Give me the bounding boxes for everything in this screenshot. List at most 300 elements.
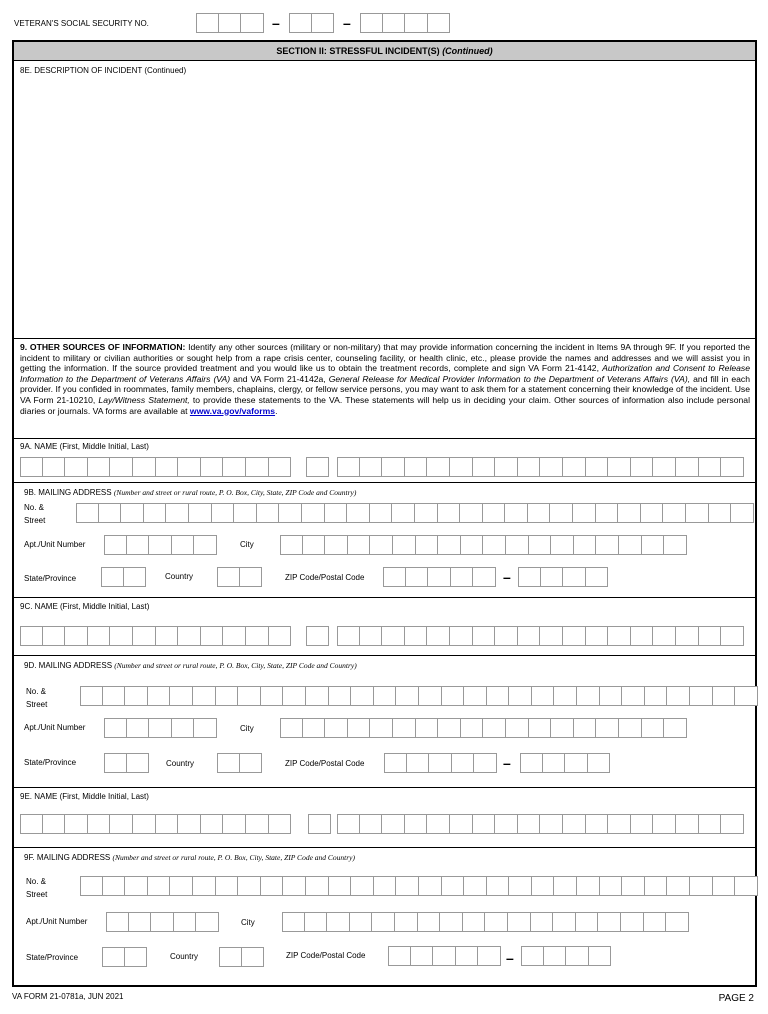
char-box[interactable] bbox=[88, 626, 111, 646]
char-box[interactable] bbox=[666, 912, 689, 932]
char-box[interactable] bbox=[405, 814, 428, 834]
char-box[interactable] bbox=[166, 503, 189, 523]
char-box[interactable] bbox=[282, 912, 305, 932]
char-box[interactable] bbox=[174, 912, 197, 932]
char-box[interactable] bbox=[351, 686, 374, 706]
char-box[interactable] bbox=[393, 535, 416, 555]
char-box[interactable] bbox=[20, 626, 43, 646]
char-box[interactable] bbox=[427, 457, 450, 477]
char-box[interactable] bbox=[721, 626, 744, 646]
city-9d-input[interactable] bbox=[280, 718, 687, 738]
zip-9b-input[interactable] bbox=[383, 567, 496, 587]
char-box[interactable] bbox=[506, 718, 529, 738]
char-box[interactable] bbox=[129, 912, 152, 932]
char-box[interactable] bbox=[148, 686, 171, 706]
char-box[interactable] bbox=[127, 718, 150, 738]
char-box[interactable] bbox=[127, 535, 150, 555]
char-box[interactable] bbox=[374, 876, 397, 896]
char-box[interactable] bbox=[103, 876, 126, 896]
char-box[interactable] bbox=[667, 686, 690, 706]
char-box[interactable] bbox=[709, 503, 732, 523]
char-box[interactable] bbox=[384, 753, 407, 773]
char-box[interactable] bbox=[325, 535, 348, 555]
char-box[interactable] bbox=[219, 947, 242, 967]
apt-9f-input[interactable] bbox=[106, 912, 219, 932]
char-box[interactable] bbox=[269, 814, 292, 834]
char-box[interactable] bbox=[563, 626, 586, 646]
char-box[interactable] bbox=[360, 626, 383, 646]
char-box[interactable] bbox=[586, 567, 609, 587]
name-9c-last[interactable] bbox=[337, 626, 744, 646]
char-box[interactable] bbox=[246, 814, 269, 834]
char-box[interactable] bbox=[451, 567, 474, 587]
char-box[interactable] bbox=[518, 567, 541, 587]
char-box[interactable] bbox=[151, 912, 174, 932]
char-box[interactable] bbox=[699, 457, 722, 477]
char-box[interactable] bbox=[463, 912, 486, 932]
char-box[interactable] bbox=[216, 876, 239, 896]
char-box[interactable] bbox=[731, 503, 754, 523]
char-box[interactable] bbox=[351, 876, 374, 896]
char-box[interactable] bbox=[234, 503, 257, 523]
char-box[interactable] bbox=[360, 13, 383, 33]
char-box[interactable] bbox=[216, 686, 239, 706]
char-box[interactable] bbox=[370, 535, 393, 555]
char-box[interactable] bbox=[577, 686, 600, 706]
name-9e-last[interactable] bbox=[337, 814, 744, 834]
char-box[interactable] bbox=[149, 535, 172, 555]
char-box[interactable] bbox=[540, 814, 563, 834]
char-box[interactable] bbox=[631, 626, 654, 646]
char-box[interactable] bbox=[574, 535, 597, 555]
char-box[interactable] bbox=[541, 567, 564, 587]
char-box[interactable] bbox=[149, 718, 172, 738]
char-box[interactable] bbox=[735, 686, 758, 706]
char-box[interactable] bbox=[618, 503, 641, 523]
char-box[interactable] bbox=[242, 947, 265, 967]
char-box[interactable] bbox=[442, 876, 465, 896]
char-box[interactable] bbox=[631, 814, 654, 834]
char-box[interactable] bbox=[302, 503, 325, 523]
char-box[interactable] bbox=[43, 814, 66, 834]
char-box[interactable] bbox=[450, 626, 473, 646]
char-box[interactable] bbox=[350, 912, 373, 932]
char-box[interactable] bbox=[586, 814, 609, 834]
char-box[interactable] bbox=[721, 814, 744, 834]
country-9b-input[interactable] bbox=[217, 567, 262, 587]
char-box[interactable] bbox=[329, 876, 352, 896]
char-box[interactable] bbox=[483, 718, 506, 738]
char-box[interactable] bbox=[528, 503, 551, 523]
char-box[interactable] bbox=[667, 876, 690, 896]
char-box[interactable] bbox=[464, 686, 487, 706]
char-box[interactable] bbox=[487, 876, 510, 896]
char-box[interactable] bbox=[383, 13, 406, 33]
char-box[interactable] bbox=[438, 535, 461, 555]
description-textarea[interactable] bbox=[14, 78, 754, 336]
char-box[interactable] bbox=[642, 535, 665, 555]
char-box[interactable] bbox=[382, 814, 405, 834]
char-box[interactable] bbox=[608, 626, 631, 646]
char-box[interactable] bbox=[125, 876, 148, 896]
apt-9d-input[interactable] bbox=[104, 718, 217, 738]
char-box[interactable] bbox=[690, 686, 713, 706]
char-box[interactable] bbox=[388, 946, 411, 966]
char-box[interactable] bbox=[690, 876, 713, 896]
char-box[interactable] bbox=[450, 814, 473, 834]
char-box[interactable] bbox=[170, 686, 193, 706]
char-box[interactable] bbox=[178, 457, 201, 477]
char-box[interactable] bbox=[125, 947, 148, 967]
char-box[interactable] bbox=[495, 457, 518, 477]
char-box[interactable] bbox=[261, 686, 284, 706]
char-box[interactable] bbox=[104, 718, 127, 738]
char-box[interactable] bbox=[337, 814, 360, 834]
char-box[interactable] bbox=[713, 876, 736, 896]
char-box[interactable] bbox=[621, 912, 644, 932]
char-box[interactable] bbox=[699, 626, 722, 646]
city-9b-input[interactable] bbox=[280, 535, 687, 555]
char-box[interactable] bbox=[246, 457, 269, 477]
name-9c-middle[interactable] bbox=[306, 626, 329, 646]
char-box[interactable] bbox=[429, 753, 452, 773]
char-box[interactable] bbox=[653, 626, 676, 646]
char-box[interactable] bbox=[327, 912, 350, 932]
char-box[interactable] bbox=[664, 535, 687, 555]
char-box[interactable] bbox=[257, 503, 280, 523]
char-box[interactable] bbox=[553, 912, 576, 932]
char-box[interactable] bbox=[676, 814, 699, 834]
char-box[interactable] bbox=[619, 535, 642, 555]
char-box[interactable] bbox=[269, 457, 292, 477]
char-box[interactable] bbox=[370, 503, 393, 523]
char-box[interactable] bbox=[438, 503, 461, 523]
char-box[interactable] bbox=[554, 876, 577, 896]
char-box[interactable] bbox=[735, 876, 758, 896]
char-box[interactable] bbox=[600, 686, 623, 706]
char-box[interactable] bbox=[65, 626, 88, 646]
char-box[interactable] bbox=[325, 503, 348, 523]
char-box[interactable] bbox=[65, 814, 88, 834]
char-box[interactable] bbox=[631, 457, 654, 477]
street-9b-input[interactable] bbox=[76, 503, 754, 523]
char-box[interactable] bbox=[261, 876, 284, 896]
char-box[interactable] bbox=[348, 535, 371, 555]
street-9d-input[interactable] bbox=[80, 686, 758, 706]
char-box[interactable] bbox=[509, 876, 532, 896]
char-box[interactable] bbox=[396, 686, 419, 706]
char-box[interactable] bbox=[20, 457, 43, 477]
char-box[interactable] bbox=[506, 535, 529, 555]
char-box[interactable] bbox=[532, 686, 555, 706]
char-box[interactable] bbox=[576, 912, 599, 932]
name-9a-middle[interactable] bbox=[306, 457, 329, 477]
char-box[interactable] bbox=[80, 876, 103, 896]
char-box[interactable] bbox=[178, 626, 201, 646]
char-box[interactable] bbox=[280, 718, 303, 738]
char-box[interactable] bbox=[329, 686, 352, 706]
char-box[interactable] bbox=[418, 912, 441, 932]
char-box[interactable] bbox=[428, 567, 451, 587]
char-box[interactable] bbox=[551, 535, 574, 555]
char-box[interactable] bbox=[508, 912, 531, 932]
vaforms-link[interactable]: www.va.gov/vaforms bbox=[189, 405, 276, 416]
char-box[interactable] bbox=[283, 876, 306, 896]
char-box[interactable] bbox=[303, 535, 326, 555]
char-box[interactable] bbox=[452, 753, 475, 773]
char-box[interactable] bbox=[280, 535, 303, 555]
char-box[interactable] bbox=[415, 503, 438, 523]
char-box[interactable] bbox=[419, 686, 442, 706]
char-box[interactable] bbox=[337, 457, 360, 477]
char-box[interactable] bbox=[653, 457, 676, 477]
char-box[interactable] bbox=[483, 503, 506, 523]
char-box[interactable] bbox=[240, 567, 263, 587]
char-box[interactable] bbox=[325, 718, 348, 738]
char-box[interactable] bbox=[337, 626, 360, 646]
char-box[interactable] bbox=[306, 686, 329, 706]
char-box[interactable] bbox=[664, 718, 687, 738]
char-box[interactable] bbox=[544, 946, 567, 966]
char-box[interactable] bbox=[563, 567, 586, 587]
char-box[interactable] bbox=[644, 912, 667, 932]
char-box[interactable] bbox=[427, 626, 450, 646]
char-box[interactable] bbox=[589, 946, 612, 966]
char-box[interactable] bbox=[554, 686, 577, 706]
char-box[interactable] bbox=[76, 503, 99, 523]
char-box[interactable] bbox=[485, 912, 508, 932]
char-box[interactable] bbox=[223, 626, 246, 646]
zip-9d-input[interactable] bbox=[384, 753, 497, 773]
char-box[interactable] bbox=[392, 503, 415, 523]
char-box[interactable] bbox=[396, 876, 419, 896]
char-box[interactable] bbox=[238, 876, 261, 896]
char-box[interactable] bbox=[529, 718, 552, 738]
char-box[interactable] bbox=[241, 13, 264, 33]
char-box[interactable] bbox=[223, 457, 246, 477]
char-box[interactable] bbox=[106, 912, 129, 932]
char-box[interactable] bbox=[518, 457, 541, 477]
char-box[interactable] bbox=[473, 567, 496, 587]
name-9e-first[interactable] bbox=[20, 814, 291, 834]
char-box[interactable] bbox=[223, 814, 246, 834]
char-box[interactable] bbox=[170, 876, 193, 896]
char-box[interactable] bbox=[596, 535, 619, 555]
char-box[interactable] bbox=[619, 718, 642, 738]
char-box[interactable] bbox=[246, 626, 269, 646]
char-box[interactable] bbox=[495, 626, 518, 646]
char-box[interactable] bbox=[416, 535, 439, 555]
char-box[interactable] bbox=[551, 718, 574, 738]
char-box[interactable] bbox=[574, 718, 597, 738]
char-box[interactable] bbox=[102, 947, 125, 967]
char-box[interactable] bbox=[440, 912, 463, 932]
char-box[interactable] bbox=[99, 503, 122, 523]
zip-9f-input[interactable] bbox=[388, 946, 501, 966]
char-box[interactable] bbox=[289, 13, 312, 33]
char-box[interactable] bbox=[540, 457, 563, 477]
char-box[interactable] bbox=[193, 686, 216, 706]
char-box[interactable] bbox=[103, 686, 126, 706]
char-box[interactable] bbox=[306, 457, 329, 477]
char-box[interactable] bbox=[196, 13, 219, 33]
char-box[interactable] bbox=[487, 686, 510, 706]
char-box[interactable] bbox=[172, 718, 195, 738]
char-box[interactable] bbox=[305, 912, 328, 932]
char-box[interactable] bbox=[178, 814, 201, 834]
zip-ext-9b-input[interactable] bbox=[518, 567, 608, 587]
char-box[interactable] bbox=[110, 626, 133, 646]
char-box[interactable] bbox=[566, 946, 589, 966]
char-box[interactable] bbox=[283, 686, 306, 706]
apt-9b-input[interactable] bbox=[104, 535, 217, 555]
char-box[interactable] bbox=[642, 718, 665, 738]
char-box[interactable] bbox=[438, 718, 461, 738]
char-box[interactable] bbox=[212, 503, 235, 523]
char-box[interactable] bbox=[374, 686, 397, 706]
char-box[interactable] bbox=[641, 503, 664, 523]
char-box[interactable] bbox=[269, 626, 292, 646]
char-box[interactable] bbox=[563, 814, 586, 834]
char-box[interactable] bbox=[663, 503, 686, 523]
char-box[interactable] bbox=[676, 457, 699, 477]
char-box[interactable] bbox=[88, 814, 111, 834]
char-box[interactable] bbox=[194, 535, 217, 555]
char-box[interactable] bbox=[563, 457, 586, 477]
char-box[interactable] bbox=[201, 626, 224, 646]
char-box[interactable] bbox=[101, 567, 124, 587]
char-box[interactable] bbox=[596, 718, 619, 738]
char-box[interactable] bbox=[622, 876, 645, 896]
char-box[interactable] bbox=[189, 503, 212, 523]
char-box[interactable] bbox=[495, 814, 518, 834]
char-box[interactable] bbox=[416, 718, 439, 738]
char-box[interactable] bbox=[360, 814, 383, 834]
char-box[interactable] bbox=[156, 626, 179, 646]
char-box[interactable] bbox=[713, 686, 736, 706]
char-box[interactable] bbox=[303, 718, 326, 738]
char-box[interactable] bbox=[543, 753, 566, 773]
char-box[interactable] bbox=[721, 457, 744, 477]
char-box[interactable] bbox=[540, 626, 563, 646]
name-9a-first[interactable] bbox=[20, 457, 291, 477]
char-box[interactable] bbox=[456, 946, 479, 966]
char-box[interactable] bbox=[65, 457, 88, 477]
city-9f-input[interactable] bbox=[282, 912, 689, 932]
ssn-part1[interactable] bbox=[196, 13, 264, 33]
ssn-part3[interactable] bbox=[360, 13, 450, 33]
char-box[interactable] bbox=[110, 457, 133, 477]
char-box[interactable] bbox=[370, 718, 393, 738]
street-9f-input[interactable] bbox=[80, 876, 758, 896]
char-box[interactable] bbox=[699, 814, 722, 834]
char-box[interactable] bbox=[104, 535, 127, 555]
char-box[interactable] bbox=[125, 686, 148, 706]
country-9f-input[interactable] bbox=[219, 947, 264, 967]
char-box[interactable] bbox=[473, 814, 496, 834]
char-box[interactable] bbox=[43, 457, 66, 477]
char-box[interactable] bbox=[686, 503, 709, 523]
char-box[interactable] bbox=[622, 686, 645, 706]
char-box[interactable] bbox=[201, 814, 224, 834]
char-box[interactable] bbox=[478, 946, 501, 966]
char-box[interactable] bbox=[308, 814, 331, 834]
char-box[interactable] bbox=[104, 753, 127, 773]
char-box[interactable] bbox=[382, 626, 405, 646]
char-box[interactable] bbox=[450, 457, 473, 477]
char-box[interactable] bbox=[217, 567, 240, 587]
zip-ext-9f-input[interactable] bbox=[521, 946, 611, 966]
char-box[interactable] bbox=[460, 503, 483, 523]
char-box[interactable] bbox=[406, 567, 429, 587]
char-box[interactable] bbox=[505, 503, 528, 523]
char-box[interactable] bbox=[383, 567, 406, 587]
char-box[interactable] bbox=[110, 814, 133, 834]
char-box[interactable] bbox=[194, 718, 217, 738]
char-box[interactable] bbox=[518, 626, 541, 646]
char-box[interactable] bbox=[577, 876, 600, 896]
char-box[interactable] bbox=[588, 753, 611, 773]
char-box[interactable] bbox=[483, 535, 506, 555]
char-box[interactable] bbox=[520, 753, 543, 773]
char-box[interactable] bbox=[238, 686, 261, 706]
char-box[interactable] bbox=[312, 13, 335, 33]
char-box[interactable] bbox=[442, 686, 465, 706]
char-box[interactable] bbox=[347, 503, 370, 523]
char-box[interactable] bbox=[133, 457, 156, 477]
char-box[interactable] bbox=[405, 626, 428, 646]
char-box[interactable] bbox=[433, 946, 456, 966]
char-box[interactable] bbox=[550, 503, 573, 523]
char-box[interactable] bbox=[600, 876, 623, 896]
char-box[interactable] bbox=[586, 626, 609, 646]
char-box[interactable] bbox=[529, 535, 552, 555]
char-box[interactable] bbox=[43, 626, 66, 646]
char-box[interactable] bbox=[360, 457, 383, 477]
char-box[interactable] bbox=[598, 912, 621, 932]
char-box[interactable] bbox=[565, 753, 588, 773]
char-box[interactable] bbox=[196, 912, 219, 932]
char-box[interactable] bbox=[461, 718, 484, 738]
char-box[interactable] bbox=[372, 912, 395, 932]
char-box[interactable] bbox=[240, 753, 263, 773]
char-box[interactable] bbox=[427, 814, 450, 834]
char-box[interactable] bbox=[88, 457, 111, 477]
state-9b-input[interactable] bbox=[101, 567, 146, 587]
char-box[interactable] bbox=[461, 535, 484, 555]
char-box[interactable] bbox=[645, 686, 668, 706]
state-9d-input[interactable] bbox=[104, 753, 149, 773]
char-box[interactable] bbox=[521, 946, 544, 966]
char-box[interactable] bbox=[393, 718, 416, 738]
char-box[interactable] bbox=[464, 876, 487, 896]
char-box[interactable] bbox=[645, 876, 668, 896]
char-box[interactable] bbox=[428, 13, 451, 33]
char-box[interactable] bbox=[80, 686, 103, 706]
char-box[interactable] bbox=[586, 457, 609, 477]
country-9d-input[interactable] bbox=[217, 753, 262, 773]
char-box[interactable] bbox=[156, 457, 179, 477]
name-9c-first[interactable] bbox=[20, 626, 291, 646]
char-box[interactable] bbox=[133, 626, 156, 646]
char-box[interactable] bbox=[306, 626, 329, 646]
char-box[interactable] bbox=[144, 503, 167, 523]
char-box[interactable] bbox=[201, 457, 224, 477]
char-box[interactable] bbox=[121, 503, 144, 523]
name-9e-middle[interactable] bbox=[308, 814, 331, 834]
char-box[interactable] bbox=[127, 753, 150, 773]
char-box[interactable] bbox=[608, 814, 631, 834]
